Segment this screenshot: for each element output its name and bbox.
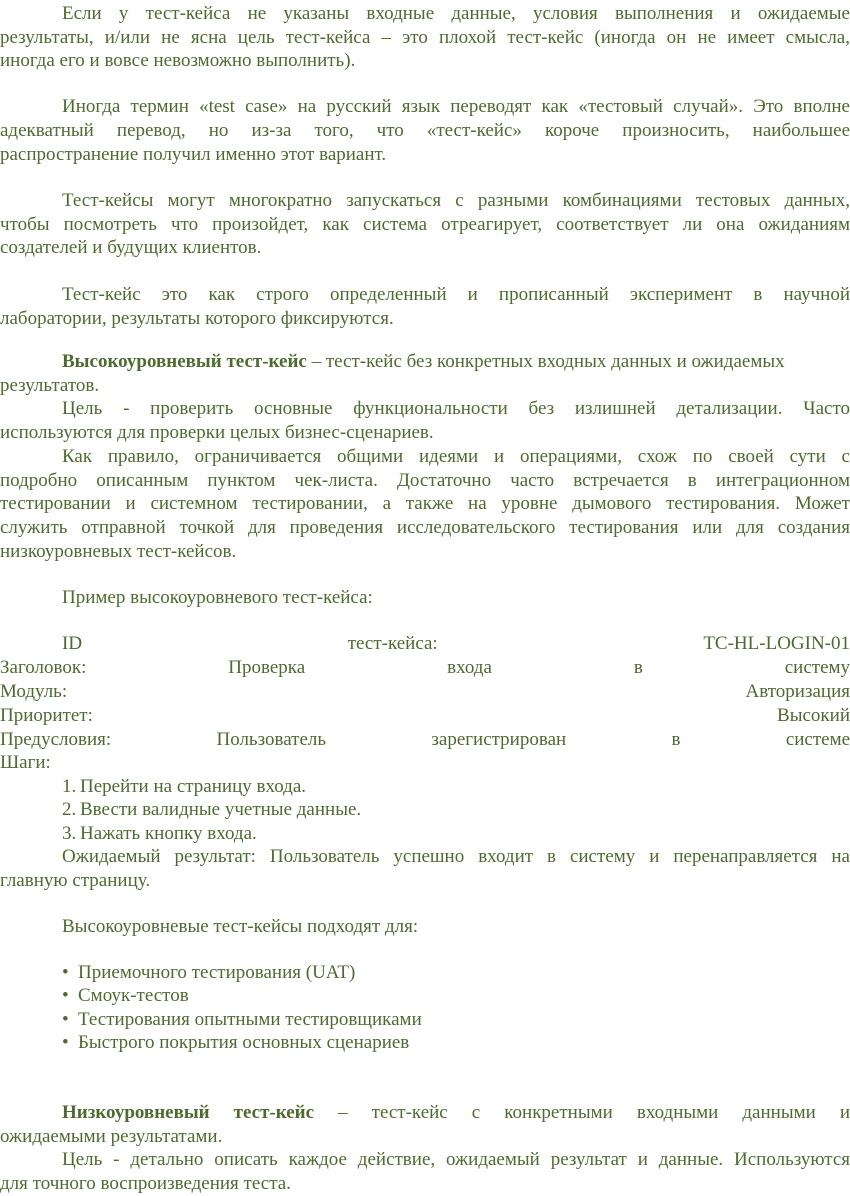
bullet-item: • Смоук-тестов — [62, 985, 189, 1006]
paragraph-line: чтобы посмотреть что произойдет, как система отреагирует, соответствует ли она ожиданиям — [0, 214, 850, 235]
high-level-def: – тест-кейс без конкретных входных данных и ожидаемых — [306, 351, 785, 372]
bullet-item: • Тестирования опытными тестировщиками — [62, 1009, 422, 1030]
bullet-icon: • — [62, 962, 69, 983]
bullet-item: • Приемочного тестирования (UAT) — [62, 962, 356, 983]
paragraph-line: используются для проверки целых бизнес-сценариев. — [0, 422, 434, 443]
paragraph-line: главную страницу. — [0, 870, 151, 891]
paragraph-line: низкоуровневых тест-кейсов. — [0, 541, 237, 562]
paragraph-line: служить отправной точкой для проведения исследовательского тестирования или для создания — [0, 517, 850, 538]
paragraph-line: адекватный перевод, но из-за того, что «тест-кейс» короче произносить, наибольшее — [0, 120, 850, 141]
paragraph-line: подробно описанным пунктом чек-листа. Достаточно часто встречается в интеграционном — [0, 470, 850, 491]
paragraph-line: создателей и будущих клиентов. — [0, 237, 262, 258]
example-steps-label: Шаги: — [0, 752, 51, 773]
low-level-term: Низкоуровневый тест-кейс — [62, 1102, 315, 1123]
bullet-icon: • — [62, 1009, 69, 1030]
paragraph-line: тестировании и системном тестировании, а также на уровне дымового тестирования. Может — [0, 493, 850, 514]
bullet-icon: • — [62, 985, 69, 1006]
list-item: 3. Нажать кнопку входа. — [62, 823, 257, 844]
suitable-title: Высокоуровневые тест-кейсы подходят для: — [62, 916, 419, 937]
list-item: 1. Перейти на страницу входа. — [62, 776, 307, 797]
example-precondition-line: Предусловия: Пользователь зарегистрирован в системе — [0, 729, 850, 750]
paragraph-line: Если у тест-кейса не указаны входные данные, условия выполнения и ожидаемые — [62, 3, 850, 24]
example-priority-line: Приоритет: Высокий — [0, 705, 850, 726]
bullet-item: • Быстрого покрытия основных сценариев — [62, 1032, 410, 1053]
paragraph-line: результатов. — [0, 375, 100, 396]
high-level-definition — [62, 350, 785, 374]
paragraph-line: Тест-кейсы могут многократно запускаться с разными комбинациями тестовых данных, — [62, 190, 850, 211]
example-title-line: Заголовок: Проверка входа в систему — [0, 657, 850, 678]
bullet-icon: • — [62, 1032, 69, 1053]
low-level-definition — [62, 1101, 850, 1125]
example-title: Пример высокоуровневого тест-кейса: — [62, 587, 373, 608]
example-id-line: ID тест-кейса: TC-HL-LOGIN-01 — [62, 633, 850, 654]
paragraph-line: Как правило, ограничивается общими идеями и операциями, схож по своей сути с — [62, 446, 850, 467]
paragraph-line: иногда его и вовсе невозможно выполнить). — [0, 50, 356, 71]
low-level-def: – тест-кейс с конкретными входными данными и — [338, 1102, 850, 1123]
paragraph-line: результаты, и/или не ясна цель тест-кейса – это плохой тест-кейс (иногда он не имеет смысла, — [0, 27, 850, 48]
paragraph-line: лаборатории, результаты которого фиксируются. — [0, 308, 394, 329]
paragraph-line: Иногда термин «test case» на русский язык переводят как «тестовый случай». Это вполне — [62, 96, 850, 117]
paragraph-line: Цель - проверить основные функциональности без излишней детализации. Часто — [62, 398, 850, 419]
paragraph-line: распространение получил именно этот вариант. — [0, 144, 387, 165]
list-item: 2. Ввести валидные учетные данные. — [62, 799, 362, 820]
high-level-term: Высокоуровневый тест-кейс — [62, 351, 307, 372]
example-module-line: Модуль: Авторизация — [0, 681, 850, 702]
paragraph-line: Ожидаемый результат: Пользователь успешно входит в систему и перенаправляется на — [62, 846, 850, 867]
paragraph-line: Тест-кейс это как строго определенный и прописанный эксперимент в научной — [62, 284, 850, 305]
paragraph-line: ожидаемыми результатами. — [0, 1126, 223, 1147]
paragraph-line: Цель - детально описать каждое действие, ожидаемый результат и данные. Используются — [62, 1149, 850, 1170]
paragraph-line: для точного воспроизведения теста. — [0, 1173, 291, 1194]
